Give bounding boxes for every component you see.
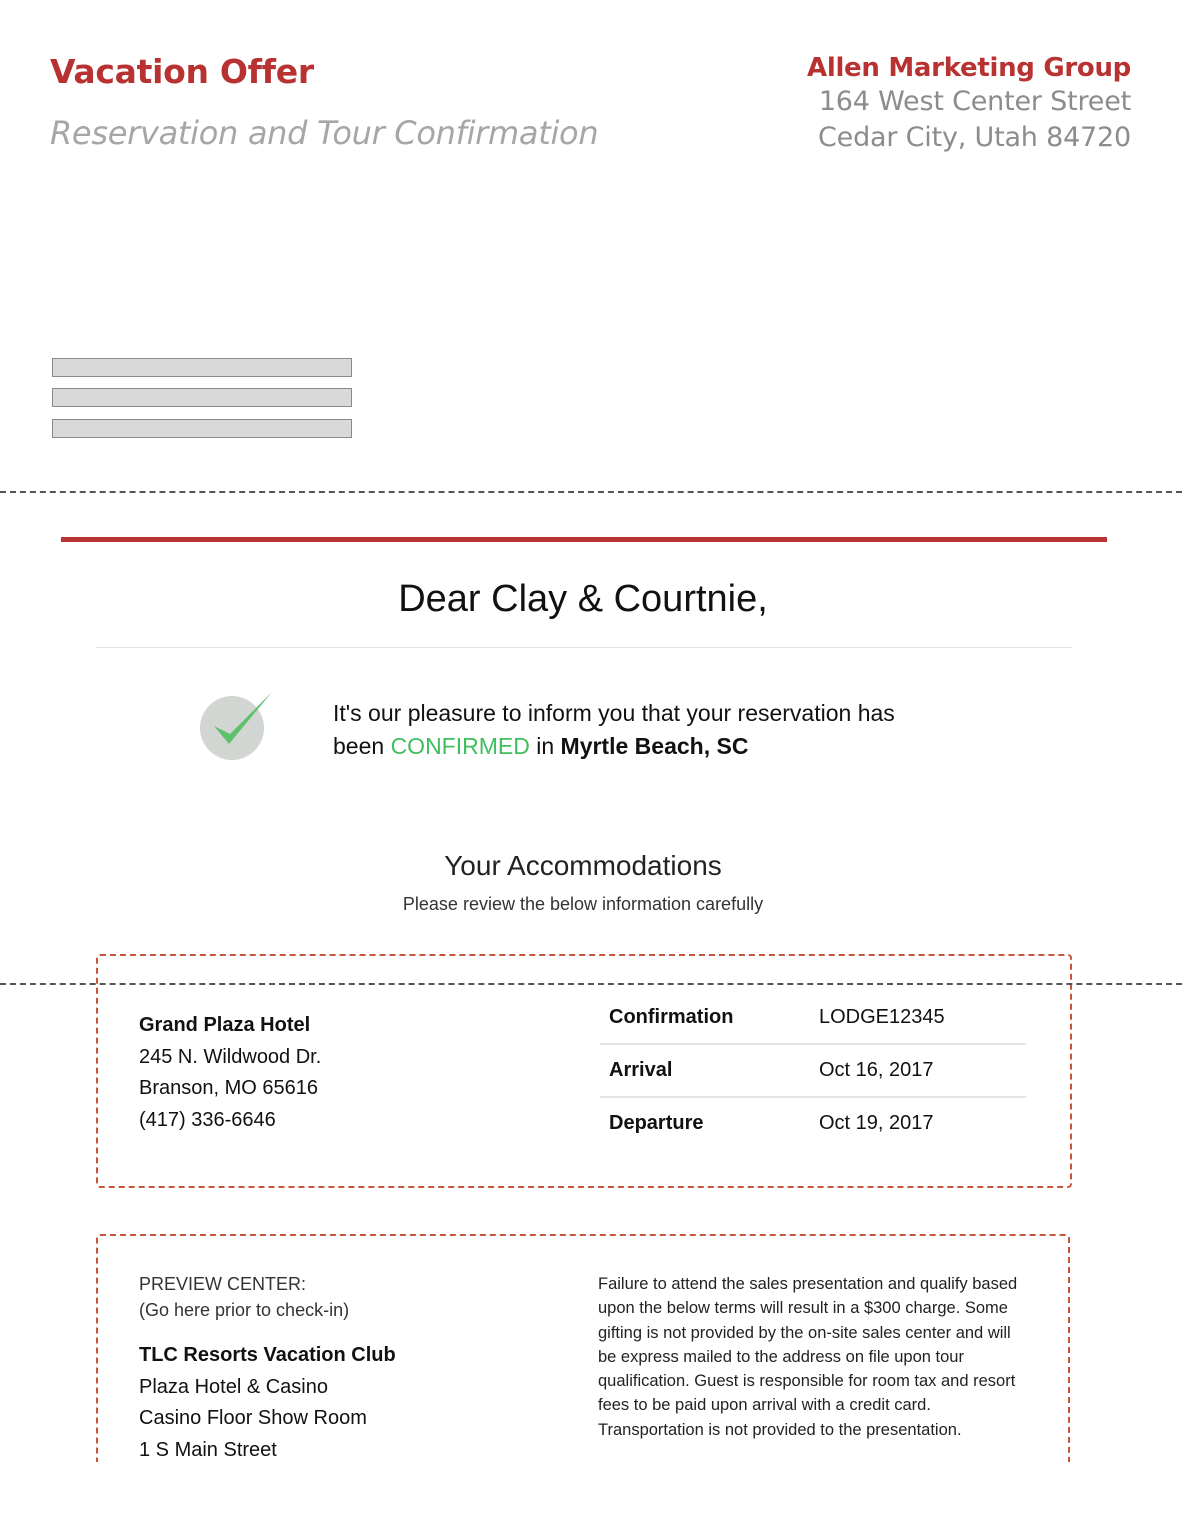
recipient-address-line: [52, 419, 352, 438]
message-line-2: [333, 730, 895, 763]
greeting-divider: [96, 647, 1072, 648]
fold-line: [0, 983, 1182, 985]
reservation-table: [600, 992, 1026, 1149]
company-name: Allen Marketing Group: [807, 53, 1131, 83]
preview-center-info: [139, 1271, 396, 1466]
hotel-street: 245 N. Wildwood Dr.: [139, 1045, 322, 1068]
preview-line: Casino Floor Show Room: [139, 1407, 367, 1429]
preview-heading: PREVIEW CENTER:: [139, 1274, 307, 1294]
preview-note: (Go here prior to check-in): [139, 1300, 350, 1320]
row-label: Arrival: [609, 1059, 673, 1081]
hotel-name: Grand Plaza Hotel: [139, 1014, 311, 1036]
row-label: Departure: [609, 1112, 704, 1134]
confirmation-message: [333, 697, 895, 763]
confirmed-status: CONFIRMED: [390, 733, 530, 759]
hotel-phone: (417) 336-6646: [139, 1108, 276, 1131]
preview-venue-name: TLC Resorts Vacation Club: [139, 1344, 396, 1366]
destination: Myrtle Beach, SC: [560, 733, 749, 759]
greeting: Dear Clay & Courtnie,: [398, 578, 768, 620]
arrival-date: Oct 16, 2017: [819, 1059, 934, 1081]
row-label: Confirmation: [609, 1006, 734, 1028]
message-line-1: It's our pleasure to inform you that your reservation has: [333, 700, 895, 726]
confirmation-number: LODGE12345: [819, 1006, 945, 1028]
recipient-address-line: [52, 388, 352, 407]
recipient-address-line: [52, 358, 352, 377]
document-subtitle: Reservation and Tour Confirmation: [50, 114, 599, 152]
table-row: [600, 1045, 1026, 1098]
company-address-block: [807, 52, 1131, 156]
policy-text: Failure to attend the sales presentation and qualify based upon the below terms will result in a $300 charge. Some gifting is not provided by the on-site sales center and will be express mailed to the address on file upon tour qualification. Guest is responsible for room tax and resort fees to be paid upon arrival with a credit card. Transportation is not provided to the presentation.: [598, 1275, 1018, 1439]
accommodations-title: Your Accommodations: [444, 850, 722, 881]
section-divider: [61, 537, 1107, 542]
check-circle-icon: [196, 688, 276, 764]
message-text: been: [333, 733, 391, 759]
message-text: in: [529, 733, 561, 759]
preview-line: Plaza Hotel & Casino: [139, 1375, 328, 1398]
page-cutoff: [0, 1462, 1182, 1532]
accommodations-subtitle: Please review the below information carefully: [402, 894, 764, 914]
fold-line: [0, 491, 1182, 493]
document-title: Vacation Offer: [50, 52, 314, 91]
departure-date: Oct 19, 2017: [819, 1112, 934, 1134]
table-row: [600, 992, 1026, 1045]
preview-line: 1 S Main Street: [139, 1438, 277, 1461]
hotel-info: [139, 1010, 321, 1136]
company-city: Cedar City, Utah 84720: [818, 122, 1131, 153]
hotel-city: Branson, MO 65616: [139, 1077, 318, 1099]
table-row: [600, 1098, 1026, 1149]
company-street: 164 West Center Street: [818, 86, 1131, 117]
